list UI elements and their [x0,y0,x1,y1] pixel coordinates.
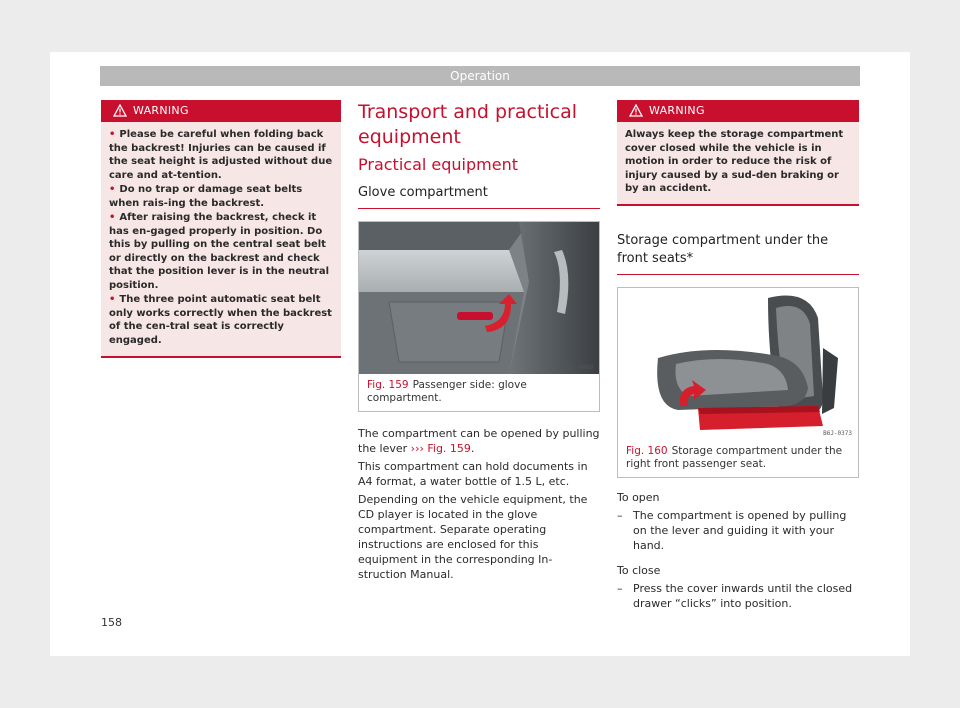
dash-marker: – [617,508,623,522]
glove-compartment-illustration [359,222,599,374]
figure-glove-compartment [358,221,600,412]
warning-item: • Please be careful when folding back the backrest! Injuries can be caused if the seat height is adjusted without due care and at-tention. [109,129,333,181]
open-title: To open [617,490,660,504]
warning-triangle-icon [113,104,127,117]
warning-box [101,100,341,358]
section-header-title: Operation [450,69,510,83]
figure-number: Fig. 160 [626,444,668,457]
left-column [101,100,341,358]
warning-label: WARNING [133,104,189,117]
warning-triangle-icon [629,104,643,117]
warning-box [617,100,859,206]
bullet-icon: • [109,184,116,195]
warning-item: • After raising the backrest, check it has en-gaged properly in position. Do this by pulling on the central seat belt or directly on the backrest and check that the position lever is in the neutral position. [109,212,330,291]
subsection-title: Glove compartment [358,185,488,200]
figure-caption: Fig. 159 Passenger side: glove compartment. [367,379,527,404]
bullet-icon: • [109,129,116,140]
dash-marker: – [617,581,623,595]
figure-code: B6J-0373 [823,429,852,437]
section-header [100,66,860,86]
close-step: – Press the cover inwards until the closed drawer “clicks” into position. [617,581,853,610]
warning-body: Always keep the storage compartment cover closed while the vehicle is in motion in order to reduce the risk of injury caused by a sud-den braking or by an accident. [625,129,844,194]
section-title: Practical equipment [358,155,518,174]
figure-reference-link[interactable]: ››› Fig. 159 [410,442,471,455]
glove-compartment-image [359,222,599,374]
bullet-icon: • [109,294,116,305]
seat-storage-image [618,288,858,440]
figure-storage-compartment [617,287,859,478]
subsection-divider [617,274,859,275]
paragraph-open-lever: The compartment can be opened by pulling the lever ››› Fig. 159. [358,427,600,455]
warning-item: • The three point automatic seat belt only works correctly when the backrest of the cen-tral seat is correctly engaged. [109,294,332,346]
seat-storage-illustration [618,288,858,440]
middle-column [358,100,600,582]
figure-number: Fig. 159 [367,379,409,391]
right-column [617,100,859,611]
warning-header [617,100,859,122]
chapter-title: Transport and practical equipment [358,101,578,148]
figure-caption: Fig. 160 Storage compartment under the right front passenger seat. [626,444,843,470]
figure-code: B6J-0069 [564,364,593,371]
subsection-divider [358,208,600,209]
open-step: – The compartment is opened by pulling on the lever and guiding it with your hand. [617,508,847,552]
warning-header [101,100,341,122]
page-number: 158 [101,616,122,629]
subsection-title: Storage compartment under the front seats* [617,232,829,266]
close-title: To close [617,563,661,577]
paragraph-capacity: This compartment can hold documents in A4 format, a water bottle of 1.5 L, etc. [358,460,588,488]
bullet-icon: • [109,212,116,223]
paragraph-cd-player: Depending on the vehicle equipment, the CD player is located in the glove compartment. Separate operating instructions are enclosed for this equipment in the corresponding In-struction Manual. [358,493,588,581]
warning-label: WARNING [649,104,705,117]
warning-item: • Do no trap or damage seat belts when rais-ing the backrest. [109,184,303,209]
warning-body [101,122,341,356]
